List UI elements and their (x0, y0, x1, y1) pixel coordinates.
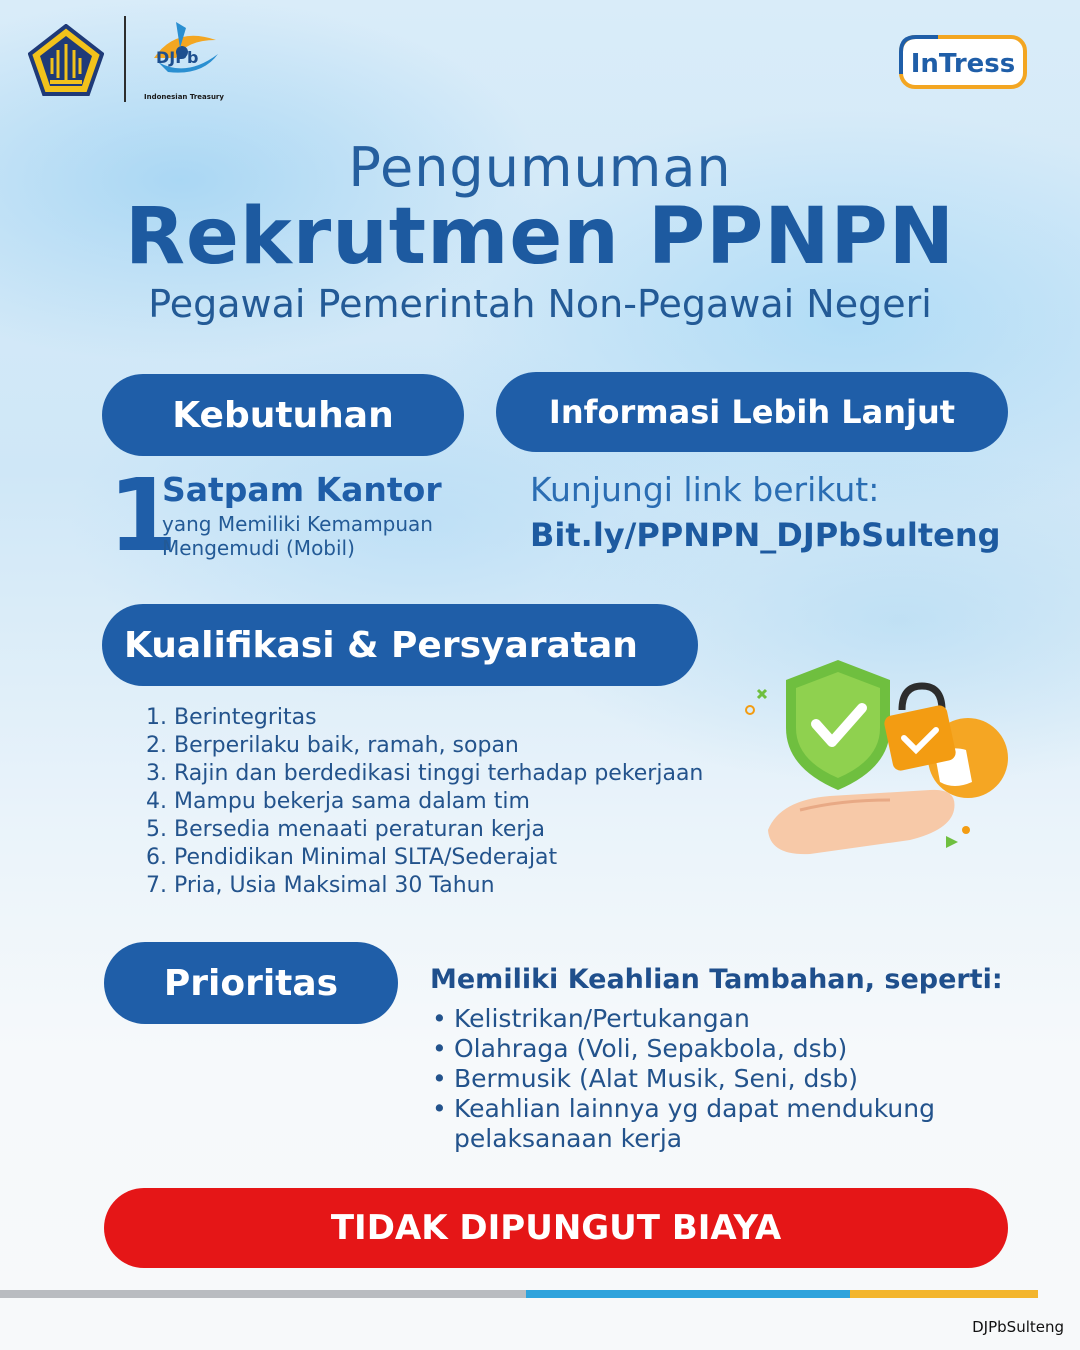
list-item: 1. Berintegritas (146, 705, 317, 730)
qualifications-label: Kualifikasi & Persyaratan (124, 624, 638, 666)
info-label: Informasi Lebih Lanjut (548, 393, 956, 431)
priority-pill (104, 942, 398, 1024)
logo-divider (124, 16, 126, 102)
account-credit: DJPbSulteng (972, 1318, 1064, 1336)
priority-list (430, 1004, 990, 1154)
list-item: 6. Pendidikan Minimal SLTA/Sederajat (146, 845, 558, 870)
priority-label: Prioritas (163, 962, 339, 1004)
list-item: 3. Rajin dan berdedikasi tinggi terhadap pekerjaan (146, 761, 704, 786)
intress-logo (898, 34, 1028, 90)
list-item-text: Keahlian lainnya yg dapat mendukung pelaksanaan kerja (454, 1094, 935, 1153)
needs-count: 1 (108, 457, 178, 574)
needs-label: Kebutuhan (172, 394, 394, 436)
security-shield-illustration-icon (740, 650, 1020, 860)
ministry-emblem-icon (28, 24, 104, 96)
info-link[interactable]: Bit.ly/PPNPN_DJPbSulteng (530, 516, 1001, 554)
cta-label: TIDAK DIPUNGUT BIAYA (330, 1208, 782, 1248)
needs-description: yang Memiliki Kemampuan Mengemudi (Mobil) (162, 512, 433, 560)
bullet-icon: • (432, 1094, 447, 1123)
bullet-icon: • (432, 1034, 447, 1063)
list-item (430, 1034, 990, 1064)
djpb-tagline: Indonesian Treasury (144, 93, 224, 101)
page-title: Rekrutmen PPNPN (124, 192, 956, 282)
free-of-charge-banner (104, 1188, 1008, 1268)
list-item (430, 1094, 990, 1154)
qualifications-list (146, 704, 703, 900)
list-item: 4. Mampu bekerja sama dalam tim (146, 789, 530, 814)
info-text: Kunjungi link berikut: (530, 470, 880, 509)
bullet-icon: • (432, 1064, 447, 1093)
djpb-wordmark: DJPb (156, 48, 199, 67)
list-item (430, 1064, 990, 1094)
announcement-label: Pengumuman (348, 136, 732, 199)
qualifications-pill (102, 604, 698, 686)
list-item: 7. Pria, Usia Maksimal 30 Tahun (146, 873, 495, 898)
intress-wordmark: InTress (910, 49, 1016, 79)
needs-position: Satpam Kantor (162, 470, 442, 509)
list-item-text: Kelistrikan/Pertukangan (454, 1004, 750, 1033)
bullet-icon: • (432, 1004, 447, 1033)
needs-pill (102, 374, 464, 456)
priority-heading: Memiliki Keahlian Tambahan, seperti: (430, 964, 1003, 995)
footer-bar-yellow (850, 1290, 1038, 1298)
footer-bar-grey (0, 1290, 526, 1298)
info-pill (496, 372, 1008, 452)
page-subtitle: Pegawai Pemerintah Non-Pegawai Negeri (148, 282, 932, 326)
list-item-text: Bermusik (Alat Musik, Seni, dsb) (454, 1064, 859, 1093)
list-item-text: Olahraga (Voli, Sepakbola, dsb) (454, 1034, 848, 1063)
list-item (430, 1004, 990, 1034)
list-item: 5. Bersedia menaati peraturan kerja (146, 817, 545, 842)
list-item: 2. Berperilaku baik, ramah, sopan (146, 733, 519, 758)
footer-bar-blue (526, 1290, 850, 1298)
